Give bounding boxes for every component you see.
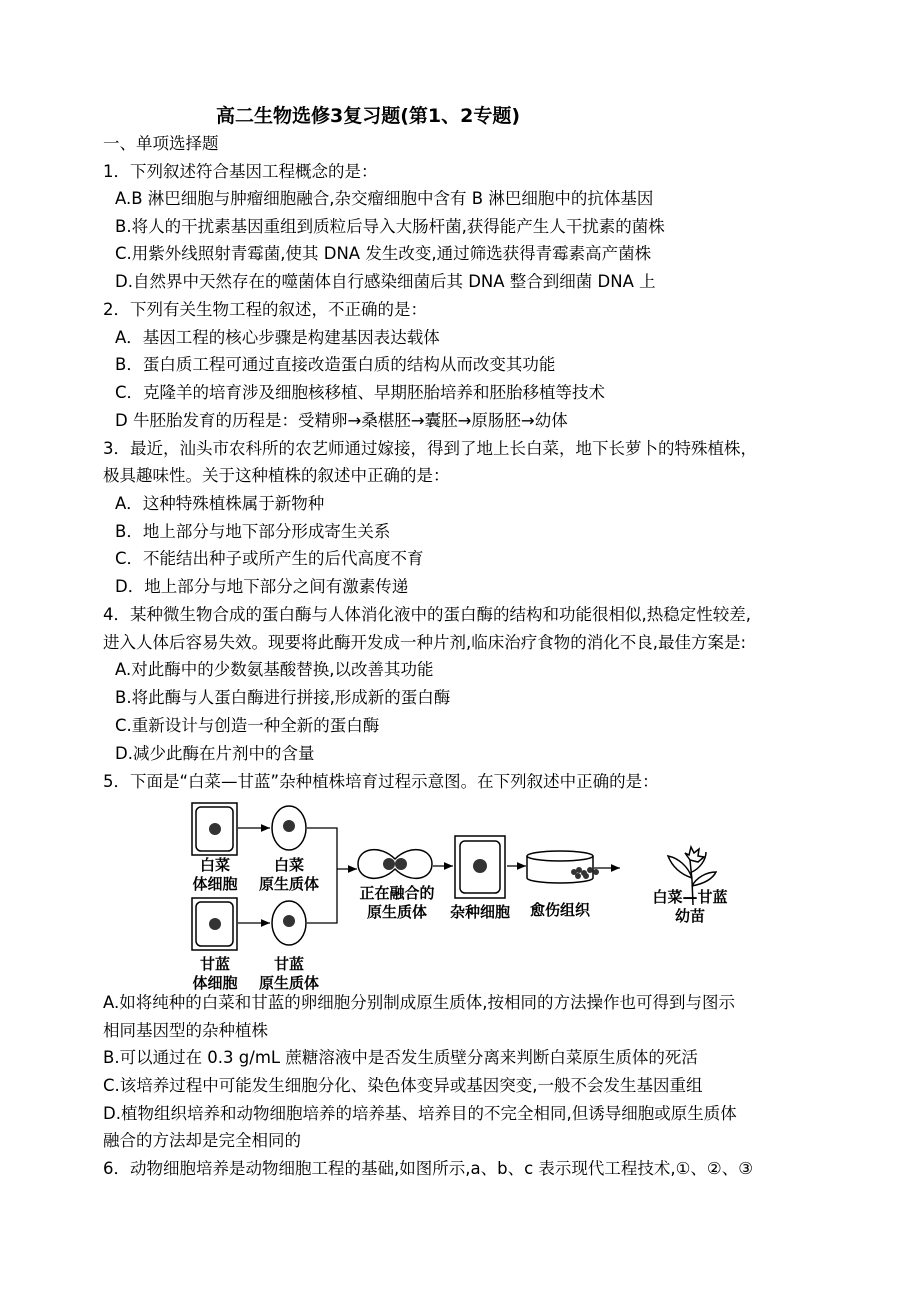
q1-option-b: B.将人的干扰素基因重组到质粒后导入大肠杆菌,获得能产生人干扰素的菌株 xyxy=(115,217,665,236)
question-5-stem: 5．下面是“白菜—甘蓝”杂种植株培育过程示意图。在下列叙述中正确的是： xyxy=(103,772,659,791)
nucleus xyxy=(209,918,221,930)
section-heading: 一、单项选择题 xyxy=(103,134,219,153)
q5-option-a: A.如将纯种的白菜和甘蓝的卵细胞分别制成原生质体,按相同的方法操作也可得到与图示 xyxy=(103,993,735,1012)
q3-option-c: C．不能结出种子或所产生的后代高度不育 xyxy=(115,549,424,568)
question-4-stem-cont: 进入人体后容易失效。现要将此酶开发成一种片剂,临床治疗食物的消化不良,最佳方案是: xyxy=(103,633,747,652)
callus-cells xyxy=(571,867,599,879)
label-cabbage-cell: 白菜 体细胞 xyxy=(192,856,238,893)
q4-option-d: D.减少此酶在片剂中的含量 xyxy=(115,744,315,763)
q4-option-b: B.将此酶与人蛋白酶进行拼接,形成新的蛋白酶 xyxy=(115,688,451,707)
question-3-stem-cont: 极具趣味性。关于这种植株的叙述中正确的是： xyxy=(103,466,450,485)
q2-option-c: C．克隆羊的培育涉及细胞核移植、早期胚胎培养和胚胎移植等技术 xyxy=(115,383,606,402)
q1-option-c: C.用紫外线照射青霉菌,使其 DNA 发生改变,通过筛选获得青霉素高产菌株 xyxy=(115,244,652,263)
label-callus: 愈伤组织 xyxy=(529,901,590,919)
q4-option-c: C.重新设计与创造一种全新的蛋白酶 xyxy=(115,716,380,735)
q3-option-a: A．这种特殊植株属于新物种 xyxy=(115,494,325,513)
callus-dish-shape xyxy=(527,851,593,883)
question-6-stem: 6．动物细胞培养是动物细胞工程的基础,如图所示,a、b、c 表示现代工程技术,①、②、③ xyxy=(103,1159,754,1178)
q2-option-a: A．基因工程的核心步骤是构建基因表达载体 xyxy=(115,328,440,347)
label-fusing-protoplast: 正在融合的 原生质体 xyxy=(359,884,435,921)
question-4-stem: 4．某种微生物合成的蛋白酶与人体消化液中的蛋白酶的结构和功能很相似,热稳定性较差, xyxy=(103,605,751,624)
q5-option-d-cont: 融合的方法却是完全相同的 xyxy=(103,1131,301,1150)
q5-option-a-cont: 相同基因型的杂种植株 xyxy=(103,1021,268,1040)
label-kale-cell: 甘蓝 体细胞 xyxy=(192,955,238,992)
q5-option-c: C.该培养过程中可能发生细胞分化、染色体变异或基因突变,一般不会发生基因重组 xyxy=(103,1076,703,1095)
nucleus xyxy=(209,823,221,835)
q2-option-d: D 牛胚胎发育的历程是：受精卵→桑椹胚→囊胚→原肠胚→幼体 xyxy=(115,411,568,430)
doc-title: 高二生物选修3复习题(第1、2专题) xyxy=(216,105,521,127)
q5-option-d: D.植物组织培养和动物细胞培养的培养基、培养目的不完全相同,但诱导细胞或原生质体 xyxy=(103,1104,737,1123)
question-2-stem: 2．下列有关生物工程的叙述，不正确的是： xyxy=(103,300,427,319)
q5-option-b: B.可以通过在 0.3 g/mL 蔗糖溶液中是否发生质壁分离来判断白菜原生质体的死活 xyxy=(103,1048,698,1067)
q3-option-d: D．地上部分与地下部分之间有激素传递 xyxy=(115,577,409,596)
q4-option-a: A.对此酶中的少数氨基酸替换,以改善其功能 xyxy=(115,660,434,679)
q1-option-d: D.自然界中天然存在的噬菌体自行感染细菌后其 DNA 整合到细菌 DNA 上 xyxy=(115,272,656,291)
label-seedling: 白菜—甘蓝 幼苗 xyxy=(652,888,728,925)
question-3-stem: 3．最近，汕头市农科所的农艺师通过嫁接，得到了地上长白菜，地下长萝卜的特殊植株， xyxy=(103,439,757,458)
label-cabbage-protoplast: 白菜 原生质体 xyxy=(258,856,319,893)
q2-option-b: B．蛋白质工程可通过直接改造蛋白质的结构从而改变其功能 xyxy=(115,355,556,374)
label-hybrid-cell: 杂种细胞 xyxy=(449,903,510,921)
question-1-stem: 1．下列叙述符合基因工程概念的是： xyxy=(103,162,378,181)
label-kale-protoplast: 甘蓝 原生质体 xyxy=(258,955,319,992)
q1-option-a: A.B 淋巴细胞与肿瘤细胞融合,杂交瘤细胞中含有 B 淋巴细胞中的抗体基因 xyxy=(115,189,654,208)
q3-option-b: B．地上部分与地下部分形成寄生关系 xyxy=(115,522,391,541)
